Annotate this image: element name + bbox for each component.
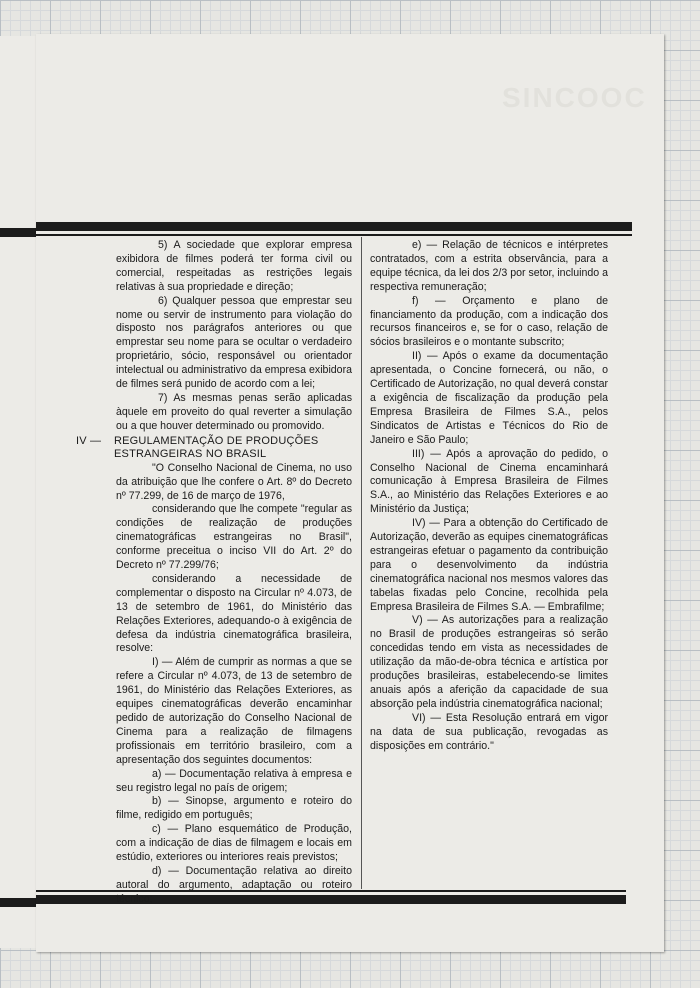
article-v: V) — As autorizações para a realização no Brasil de produções estrangeiras só serão concedidas tendo em vista as necessidades de utilização da mão-de-obra técnica e artística por produções brasileiras, estabelecendo-se limites anuais após a aferição da capacidade de sua absorção pela indústria cinematográfica nacional;: [370, 614, 608, 710]
watermark-text: SINCOOC: [502, 82, 647, 113]
item-e: e) — Relação de técnicos e intérpretes contratados, com a estrita observância, para a equipe técnica, da lei dos 2/3 por setor, incluindo a respectiva remuneração;: [370, 239, 608, 293]
item-d: d) — Documentação relativa ao direito autoral do argumento, adaptação ou roteiro técnico;: [116, 864, 352, 905]
item-c: c) — Plano esquemático de Produção, com a indicação de dias de filmagem e locais em estúdio, exteriores ou interiores reais previstos;: [116, 823, 352, 864]
previous-page-edge: [0, 36, 37, 948]
article-i: I) — Além de cumprir as normas a que se refere a Circular nº 4.073, de 13 de setembro de 1961, do Ministério das Relações Exteriores, as equipes cinematográficas deverão encaminhar pedido de autorização do Conselho Nacional de Cinema para a realização de filmagens profissionais em território brasileiro, com a apresentação dos seguintes documentos:: [116, 656, 352, 766]
resolution-intro: "O Conselho Nacional de Cinema, no uso da atribuição que lhe confere o Art. 8º do Decreto nº 77.299, de 16 de março de 1976,: [116, 461, 352, 502]
section-heading: [76, 435, 352, 462]
document-page: [36, 34, 664, 952]
previous-page-bottom-rule: [0, 898, 36, 907]
item-f: f) — Orçamento e plano de financiamento da produção, com a indicação dos recursos financeiros e, se for o caso, relação de sócios brasileiros e o montante subscrito;: [370, 294, 608, 349]
item-a: a) — Documentação relativa à empresa e seu registro legal no país de origem;: [116, 767, 352, 794]
column-divider: [361, 237, 362, 889]
section-number: IV —: [76, 434, 102, 447]
article-ii: II) — Após o exame da documentação apresentada, o Concine fornecerá, ou não, o Certificado de Autorização, no qual deverá constar a exigência de fiscalização da produção pela Empresa Brasileira de Filmes S.A., pelos Sindicatos de Artistas e Técnicos do Rio de Janeiro e São Paulo;: [370, 350, 608, 446]
right-column: [370, 239, 608, 754]
item-b: b) — Sinopse, argumento e roteiro do filme, redigido em português;: [116, 795, 352, 822]
section-title: REGULAMENTAÇÃO DE PRODUÇÕES ESTRANGEIRAS NO BRASIL: [114, 434, 319, 461]
article-vi: VI) — Esta Resolução entrará em vigor na data de sua publicação, revogadas as disposições em contrário.": [370, 711, 608, 752]
considerando-2: considerando a necessidade de complementar o disposto na Circular nº 4.073, de 13 de setembro de 1961, do Ministério das Relações Exteriores, adequando-o à exigência de defesa da indústria cinematográfica brasileira, resolve:: [116, 572, 352, 655]
top-rule-thin: [36, 234, 632, 236]
article-iv: IV) — Para a obtenção do Certificado de Autorização, deverão as equipes cinematográficas estrangeiras efetuar o pagamento da contribuição para o desenvolvimento da indústria cinematográfica nacional nos mesmos valores das tabelas fixadas pelo Concine, recolhida pela Empresa Brasileira de Filmes S.A. — Embrafilme;: [370, 517, 608, 613]
paragraph-5: 5) A sociedade que explorar empresa exibidora de filmes poderá ter forma civil ou comercial, respeitadas as restrições legais relativas à sua propriedade e direção;: [116, 239, 352, 293]
considerando-1: considerando que lhe compete "regular as condições de realização de produções cinematográficas estrangeiras no Brasil", conforme preceitua o inciso VII do Art. 2º do Decreto nº 77.299/76;: [116, 503, 352, 572]
previous-page-top-rule: [0, 228, 36, 237]
left-column: [76, 239, 352, 907]
paragraph-6: 6) Qualquer pessoa que emprestar seu nome ou servir de instrumento para violação do disposto nos parágrafos anteriores ou que emprestar seu nome para se ocultar o verdadeiro proprietário, sócio, responsável ou orientador intelectual ou administrativo da empresa exibidora de filmes será punido de acordo com a lei;: [116, 294, 352, 391]
paragraph-7: 7) As mesmas penas serão aplicadas àquele em proveito do qual reverter a simulação ou a que houver determinado ou promovido.: [116, 391, 352, 432]
article-iii: III) — Após a aprovação do pedido, o Conselho Nacional de Cinema encaminhará comunicação à Empresa Brasileira de Filmes S.A., ao Ministério das Relações Exteriores e ao Ministério da Justiça;: [370, 447, 608, 516]
top-rule-thick: [36, 222, 632, 231]
